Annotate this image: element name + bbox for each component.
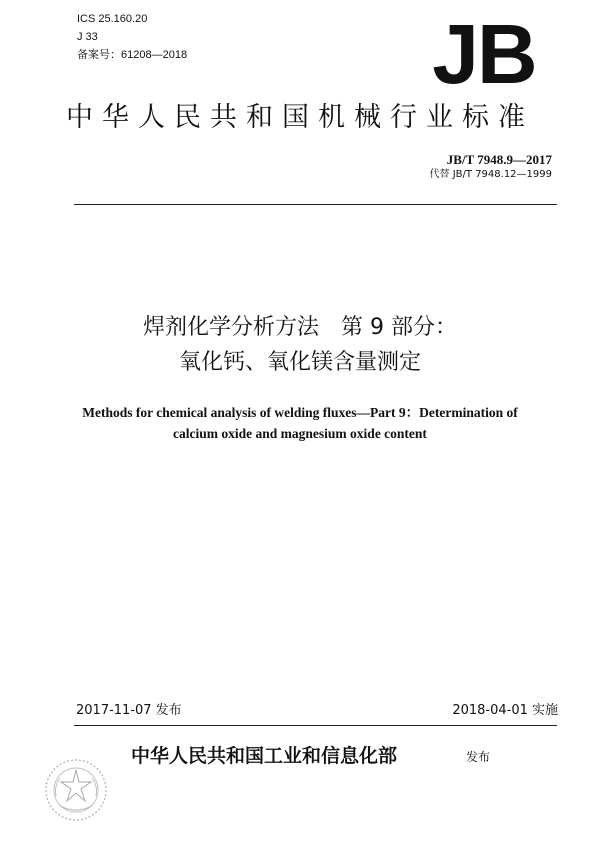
cn-title-line-2: 氧化钙、氧化镁含量测定 [178, 350, 421, 375]
en-title-line-2: calcium oxide and magnesium oxide content [173, 426, 427, 441]
en-title-line-1: Methods for chemical analysis of welding fluxes—Part 9：Determination of [82, 405, 518, 420]
standard-org-title: 中华人民共和国机械行业标准 [66, 102, 534, 133]
bottom-divider [74, 725, 557, 726]
issuer-name: 中华人民共和国工业和信息化部 [131, 745, 398, 767]
issuer-suffix: 发布 [466, 750, 491, 764]
cn-title-line-1: 焊剂化学分析方法 第 9 部分： [143, 315, 457, 340]
ics-code: ICS 25.160.20 [77, 13, 148, 25]
implementation-date: 2018-04-01 实施 [452, 703, 558, 718]
record-number: 备案号：61208—2018 [77, 49, 188, 61]
ministry-emblem-icon [42, 756, 110, 824]
replaces-standard: 代替 JB/T 7948.12—1999 [429, 169, 552, 180]
issue-date: 2017-11-07 发布 [76, 703, 182, 718]
standard-number: JB/T 7948.9—2017 [446, 152, 552, 167]
category-code: J 33 [77, 31, 98, 43]
top-divider [74, 204, 557, 205]
jb-logo: JB [432, 7, 536, 101]
